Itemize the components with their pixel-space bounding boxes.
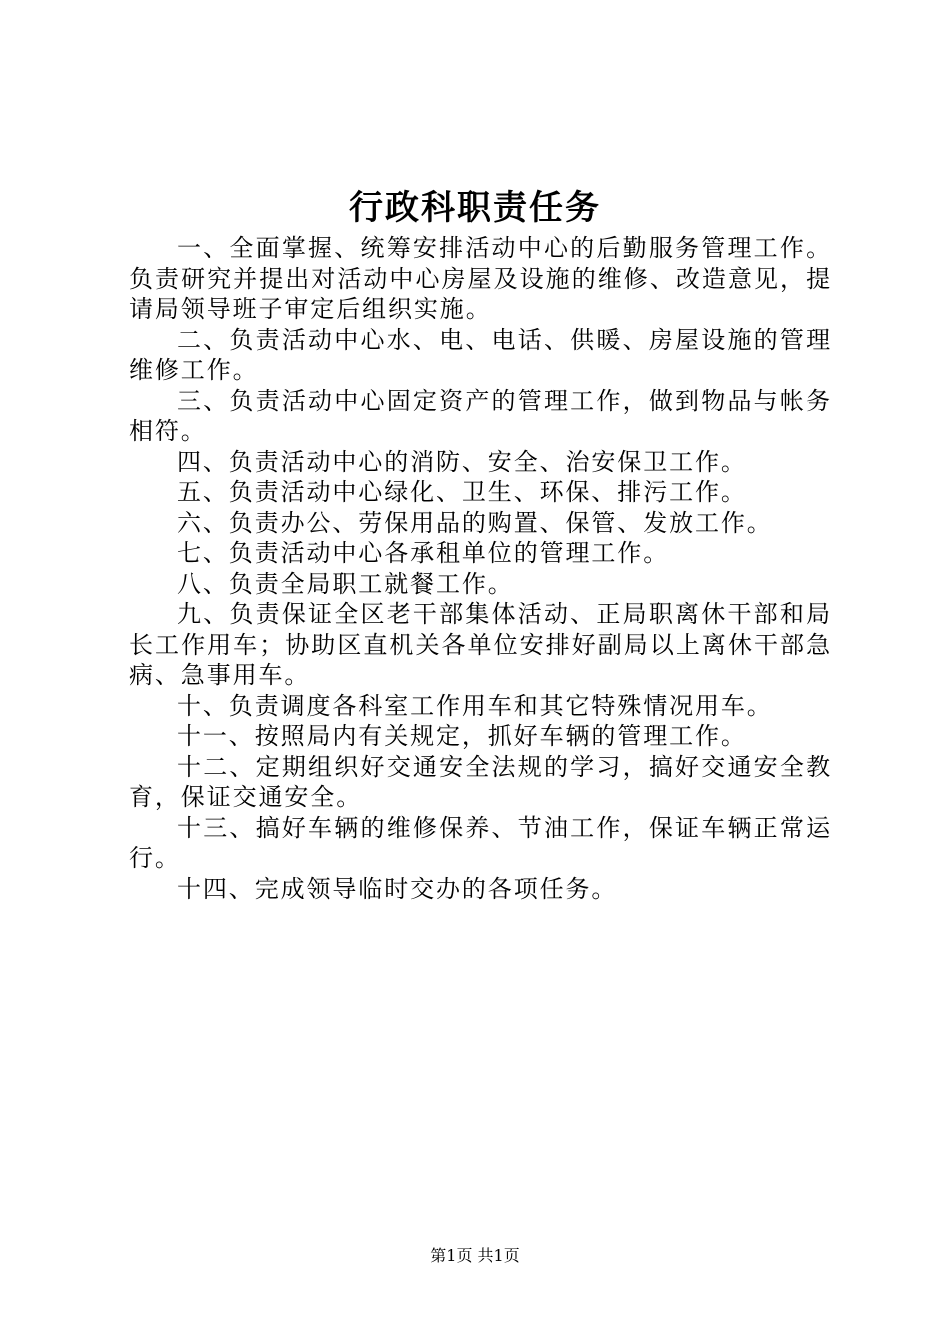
- paragraph-14: 十四、完成领导临时交办的各项任务。: [177, 874, 618, 903]
- paragraph-1: 一、全面掌握、统筹安排活动中心的后勤服务管理工作。负责研究并提出对活动中心房屋及设施的维修、改造意见，提请局领导班子审定后组织实施。: [129, 234, 832, 323]
- paragraph-2: 二、负责活动中心水、电、电话、供暖、房屋设施的管理维修工作。: [129, 325, 832, 384]
- paragraph-12: 十二、定期组织好交通安全法规的学习，搞好交通安全教育，保证交通安全。: [129, 752, 832, 811]
- paragraph-5: 五、负责活动中心绿化、卫生、环保、排污工作。: [177, 478, 747, 506]
- paragraph-4: 四、负责活动中心的消防、安全、治安保卫工作。: [177, 447, 747, 476]
- paragraph-9: 九、负责保证全区老干部集体活动、正局职离休干部和局长工作用车；协助区直机关各单位安排好副局以上离休干部急病、急事用车。: [129, 600, 832, 689]
- document-title: 行政科职责任务: [349, 188, 601, 228]
- page-footer: 第1页 共1页: [430, 1246, 520, 1265]
- paragraph-11: 十一、按照局内有关规定，抓好车辆的管理工作。: [177, 722, 747, 750]
- paragraph-3: 三、负责活动中心固定资产的管理工作，做到物品与帐务相符。: [129, 386, 832, 445]
- paragraph-6: 六、负责办公、劳保用品的购置、保管、发放工作。: [177, 508, 773, 537]
- document-body: [129, 233, 832, 904]
- paragraph-10: 十、负责调度各科室工作用车和其它特殊情况用车。: [177, 691, 773, 720]
- paragraph-7: 七、负责活动中心各承租单位的管理工作。: [177, 539, 670, 567]
- paragraph-8: 八、负责全局职工就餐工作。: [177, 569, 514, 598]
- paragraph-13: 十三、搞好车辆的维修保养、节油工作，保证车辆正常运行。: [129, 813, 832, 872]
